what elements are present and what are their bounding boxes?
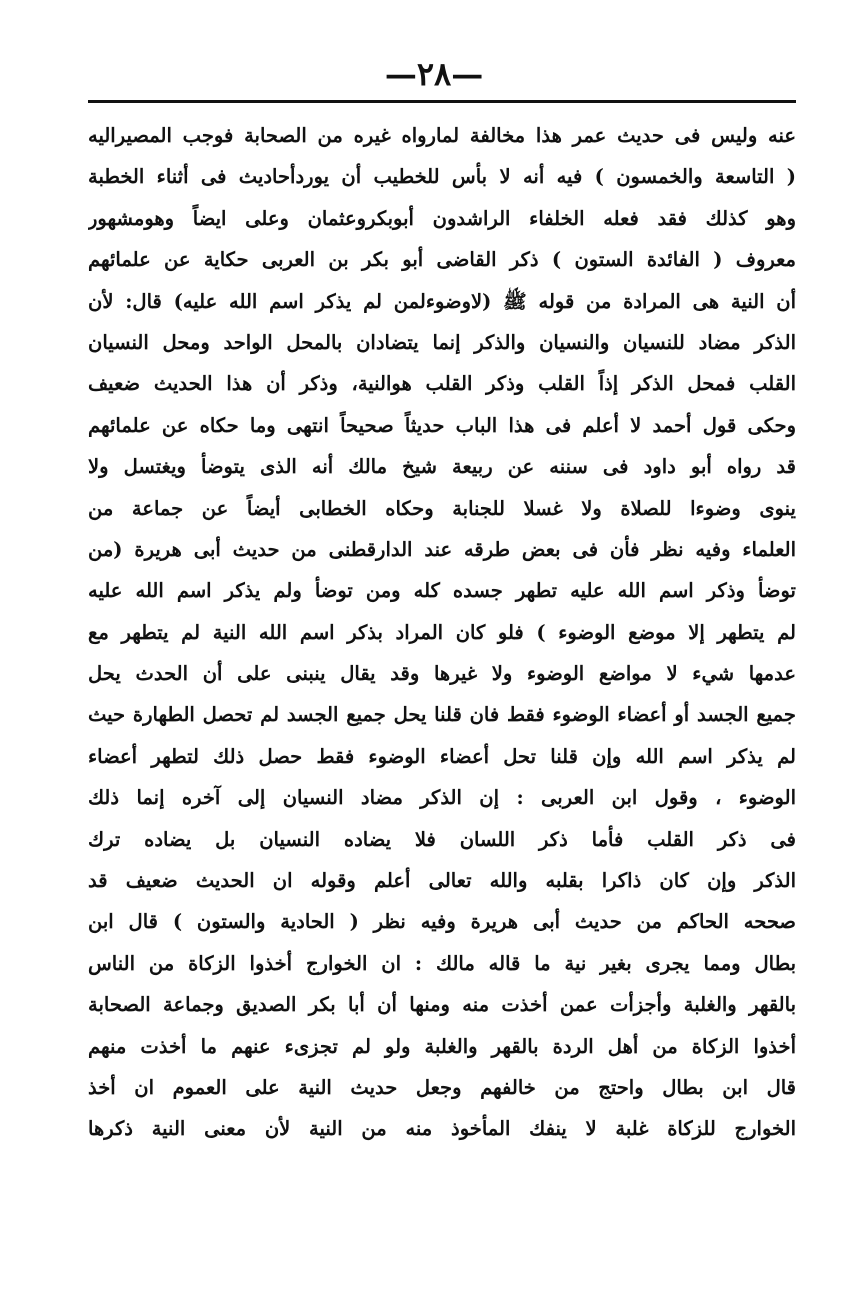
text-line: لم يذكر اسم الله وإن قلنا تحل أعضاء الوضوء فقط حصل ذلك لتطهر أعضاء (88, 744, 796, 768)
text-line: عدمها شيء لا مواضع الوضوء ولا غيرها وقد يقال ينبنى على أن الحدث يحل (88, 662, 796, 686)
body-text (88, 115, 796, 1150)
text-line: وهو كذلك فقد فعله الخلفاء الراشدون أبوبكروعثمان وعلى ايضاً وهومشهور (88, 206, 796, 230)
text-line: الوضوء ، وقول ابن العربى : إن الذكر مضاد النسيان إلى آخره إنما ذلك (88, 786, 796, 810)
text-line: القلب فمحل الذكر إذاً القلب وذكر القلب هوالنية، وذكر أن هذا الحديث ضعيف (88, 372, 796, 396)
text-line: لم يتطهر إلا موضع الوضوء ) فلو كان المراد بذكر اسم الله النية لم يتطهر مع (88, 620, 796, 644)
text-line: عنه وليس فى حديث عمر هذا مخالفة لمارواه غيره من الصحابة فوجب المصيراليه (88, 124, 796, 147)
text-line: الذكر مضاد للنسيان والنسيان والذكر إنما يتضادان بالمحل الواحد ومحل النسيان (88, 330, 796, 354)
text-line: قال ابن بطال واحتج من خالفهم وجعل حديث النية على العموم ان أخذ (88, 1075, 796, 1099)
text-line: أخذوا الزكاة من أهل الردة بالقهر والغلبة ولو لم تجزىء عنهم ما أخذت منهم (88, 1034, 796, 1058)
text-line: جميع الجسد أو أعضاء الوضوء فقط فان قلنا يحل جميع الجسد لم تحصل الطهارة حيث (88, 703, 796, 727)
text-line: قد رواه أبو داود فى سننه عن ربيعة شيخ مالك أنه الذى يتوضأ ويغتسل ولا (88, 455, 796, 479)
text-line: الخوارج للزكاة غلبة لا ينفك المأخوذ منه من النية لأن معنى النية ذكرها (88, 1117, 796, 1141)
text-line: معروف ( الفائدة الستون ) ذكر القاضى أبو بكر بن العربى حكاية عن علمائهم (88, 248, 796, 272)
text-line: ينوى وضوءا للصلاة ولا غسلا للجنابة وحكاه الخطابى أيضاً عن جماعة من (88, 496, 796, 520)
text-line: توضأ وذكر اسم الله عليه تطهر جسده كله ومن توضأ ولم يذكر اسم الله عليه (88, 579, 796, 603)
text-line: الذكر وإن كان ذاكرا بقلبه والله تعالى أعلم وقوله ان الحديث ضعيف قد (88, 869, 796, 893)
header-rule (88, 100, 796, 103)
text-line: أن النية هى المرادة من قوله ﷺ (لاوضوءلمن لم يذكر اسم الله عليه) قال: لأن (88, 289, 796, 313)
text-line: ( التاسعة والخمسون ) فيه أنه لا بأس للخطيب أن يوردأحاديث فى أثناء الخطبة (88, 165, 796, 189)
text-line: صححه الحاكم من حديث أبى هريرة وفيه نظر ( الحادية والستون ) قال ابن (88, 910, 796, 934)
text-line: فى ذكر القلب فأما ذكر اللسان فلا يضاده النسيان بل يضاده ترك (88, 827, 796, 851)
text-line: بالقهر والغلبة وأجزأت عمن أخذت منه ومنها أن أبا بكر الصديق وجماعة الصحابة (88, 993, 796, 1017)
text-line: وحكى قول أحمد لا أعلم فى هذا الباب حديثاً صحيحاً انتهى وما حكاه عن علمائهم (88, 413, 796, 437)
text-line: بطال ومما يجرى بغير نية ما قاله مالك : ان الخوارج أخذوا الزكاة من الناس (88, 951, 796, 975)
text-line: العلماء وفيه نظر فأن فى بعض طرقه عند الدارقطنى من حديث أبى هريرة (من (88, 537, 796, 561)
page-number: —٢٨— (384, 55, 484, 93)
